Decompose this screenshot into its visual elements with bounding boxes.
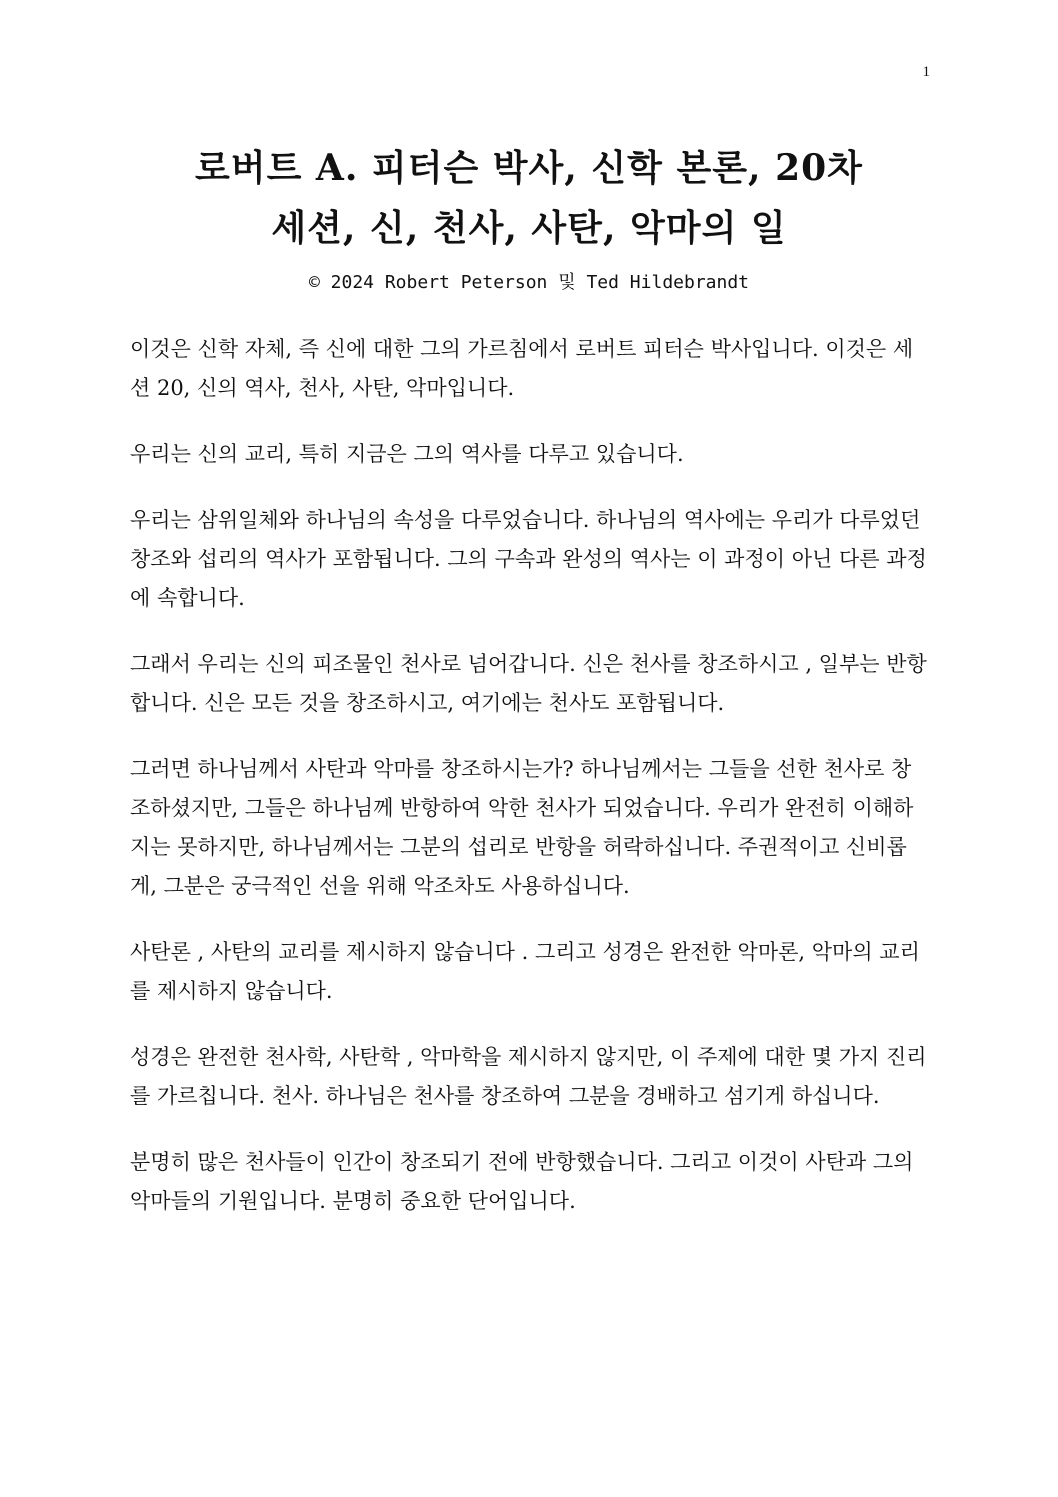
title-line-1: 로버트 A. 피터슨 박사, 신학 본론, 20차 [195,147,863,189]
document-body [130,330,930,1248]
paragraph: 이것은 신학 자체, 즉 신에 대한 그의 가르침에서 로버트 피터슨 박사입니다. 이것은 세션 20, 신의 역사, 천사, 사탄, 악마입니다. [130,337,914,400]
page-number: 1 [922,64,930,80]
paragraph: 성경은 완전한 천사학, 사탄학 , 악마학을 제시하지 않지만, 이 주제에 대한 몇 가지 진리를 가르칩니다. 천사. 하나님은 천사를 창조하여 그분을 경배하고 섬기게 하십니다. [130,1045,927,1108]
paragraph: 우리는 삼위일체와 하나님의 속성을 다루었습니다. 하나님의 역사에는 우리가 다루었던 창조와 섭리의 역사가 포함됩니다. 그의 구속과 완성의 역사는 이 과정이 아닌 다른 과정에 속합니다. [130,508,927,610]
paragraph: 우리는 신의 교리, 특히 지금은 그의 역사를 다루고 있습니다. [130,442,684,466]
paragraph: 분명히 많은 천사들이 인간이 창조되기 전에 반항했습니다. 그리고 이것이 사탄과 그의 악마들의 기원입니다. 분명히 중요한 단어입니다. [130,1150,914,1213]
title-line-2: 세션, 신, 천사, 사탄, 악마의 일 [271,207,787,249]
paragraph: 사탄론 , 사탄의 교리를 제시하지 않습니다 . 그리고 성경은 완전한 악마론, 악마의 교리를 제시하지 않습니다. [130,940,920,1003]
document-title [100,138,958,258]
copyright-line: © 2024 Robert Peterson 및 Ted Hildebrandt [308,272,750,293]
paragraph: 그래서 우리는 신의 피조물인 천사로 넘어갑니다. 신은 천사를 창조하시고 , 일부는 반항합니다. 신은 모든 것을 창조하시고, 여기에는 천사도 포함됩니다. [130,652,927,715]
paragraph: 그러면 하나님께서 사탄과 악마를 창조하시는가? 하나님께서는 그들을 선한 천사로 창조하셨지만, 그들은 하나님께 반항하여 악한 천사가 되었습니다. 우리가 완전히 이해하지는 못하지만, 하나님께서는 그분의 섭리로 반항을 허락하십니다. 주권적이고 신비롭게, 그분은 궁극적인 선을 위해 악조차도 사용하십니다. [130,757,914,898]
